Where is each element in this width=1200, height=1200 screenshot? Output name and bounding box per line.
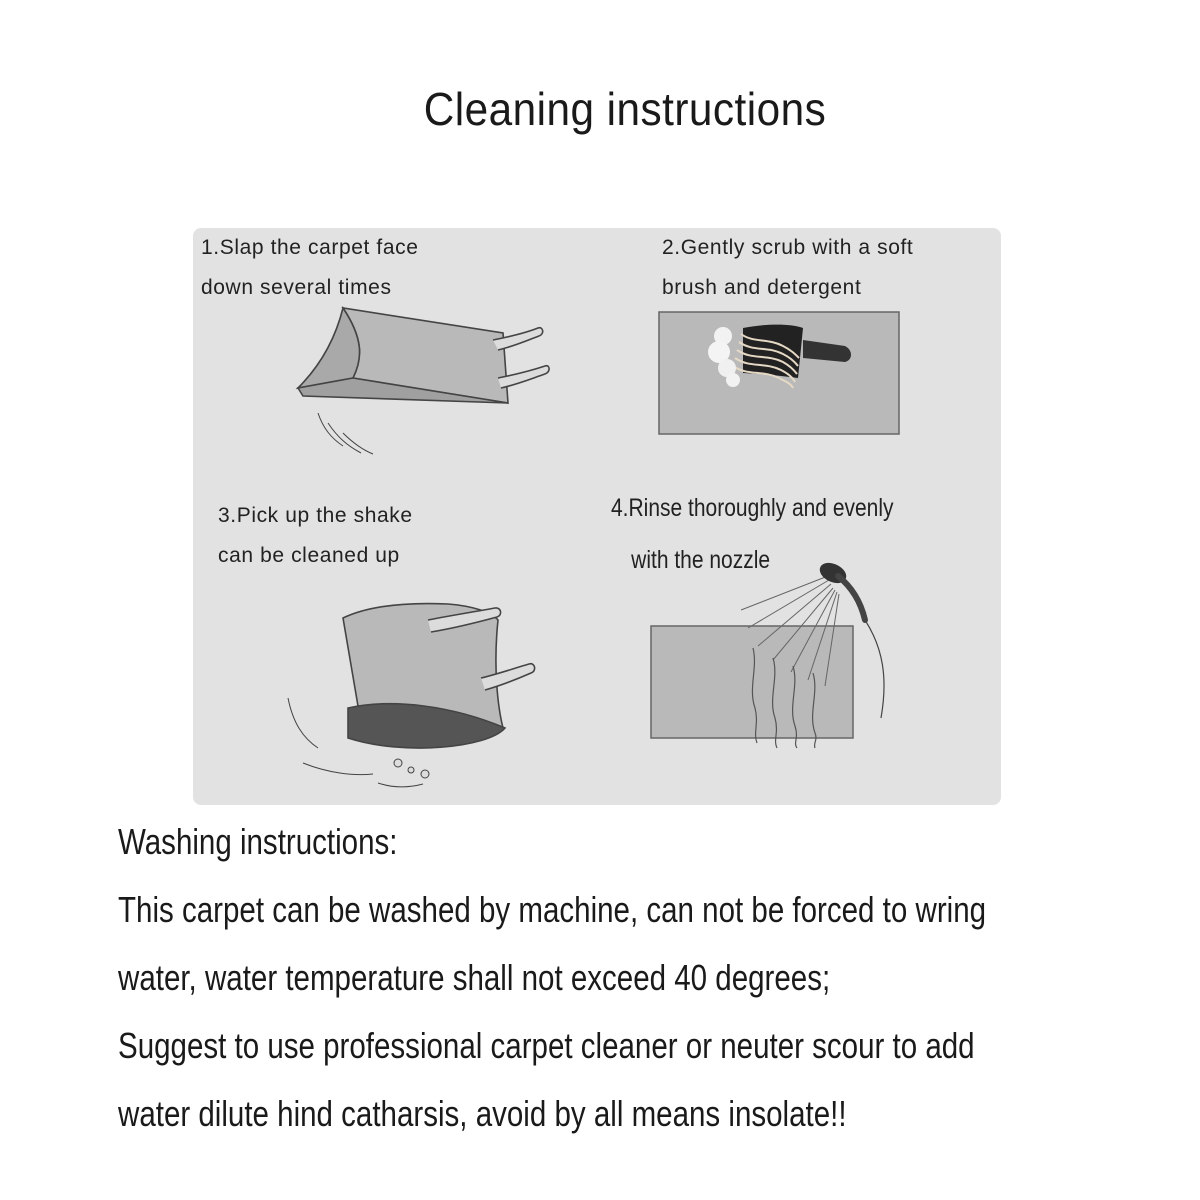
- step-3-line-1: 3.Pick up the shake: [218, 504, 413, 527]
- carpet-shake-illustration: [288, 604, 535, 787]
- shower-nozzle-illustration: [651, 559, 884, 748]
- step-3-line-2: can be cleaned up: [218, 544, 400, 567]
- step-1-line-2: down several times: [201, 276, 392, 299]
- step-1-text: [201, 228, 419, 308]
- step-2-text: [662, 228, 913, 308]
- step-4-line-2: with the nozzle: [631, 546, 771, 574]
- step-2-line-1: 2.Gently scrub with a soft: [662, 236, 914, 259]
- step-3-text: [218, 496, 413, 576]
- washing-heading: Washing instructions:: [118, 821, 398, 862]
- washing-line-4: water dilute hind catharsis, avoid by all means insolate!!: [118, 1093, 847, 1134]
- washing-instructions: [118, 808, 987, 1148]
- page-title: Cleaning instructions: [423, 83, 827, 135]
- washing-line-3: Suggest to use professional carpet cleaner or neuter scour to add: [118, 1025, 975, 1066]
- step-1-line-1: 1.Slap the carpet face: [201, 236, 419, 259]
- instructions-panel: [193, 228, 1001, 805]
- washing-line-2: water, water temperature shall not exceed 40 degrees;: [118, 957, 831, 998]
- washing-line-1: This carpet can be washed by machine, can not be forced to wring: [118, 889, 987, 930]
- carpet-slap-illustration: [298, 308, 549, 454]
- brush-scrub-illustration: [659, 312, 899, 434]
- step-4-text: [611, 482, 894, 586]
- step-2-line-2: brush and detergent: [662, 276, 862, 299]
- step-4-line-1: 4.Rinse thoroughly and evenly: [611, 494, 894, 522]
